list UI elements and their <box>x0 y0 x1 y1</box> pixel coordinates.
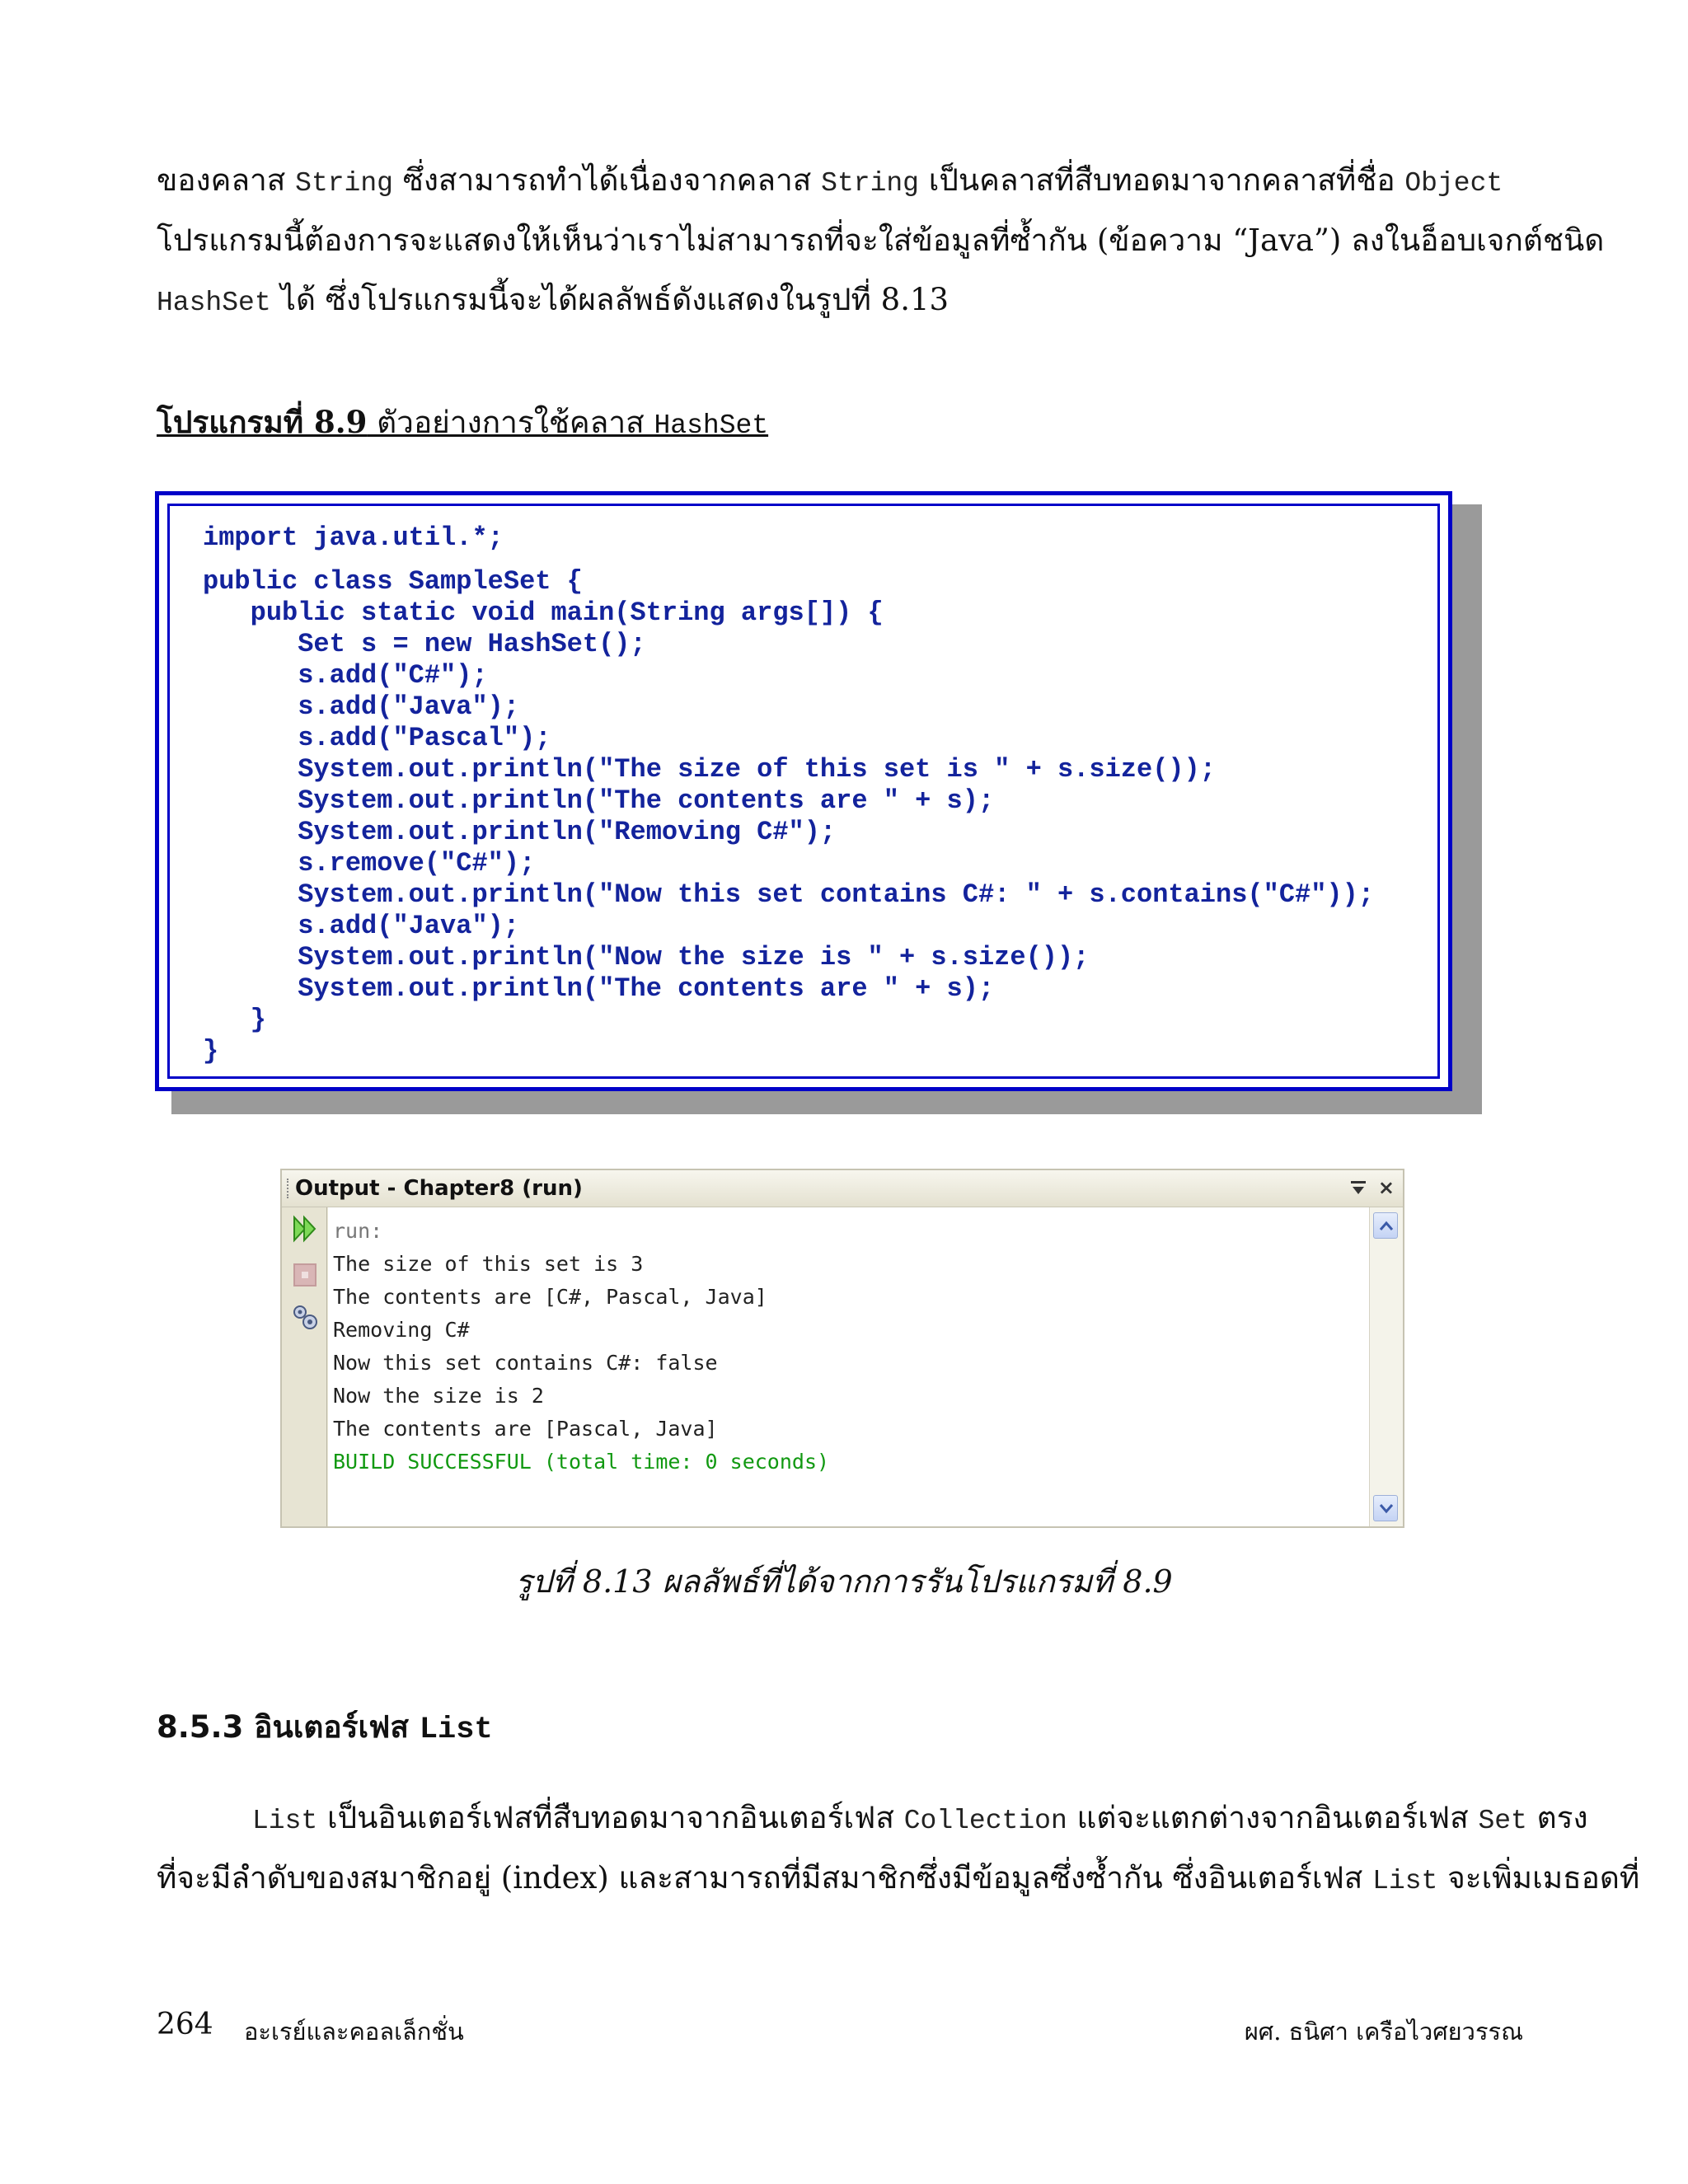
section-number: 8.5.3 <box>157 1709 244 1745</box>
stop-icon[interactable] <box>293 1263 316 1286</box>
code-line: s.add("C#"); <box>203 660 488 691</box>
text-run: เป็นอินเตอร์เฟสที่สืบทอดมาจากอินเตอร์เฟส <box>317 1800 904 1835</box>
inline-code: String <box>821 168 919 199</box>
scroll-down-button[interactable] <box>1373 1495 1398 1521</box>
code-line: System.out.println("The size of this set is " + s.size()); <box>203 754 1216 785</box>
inline-code: Set <box>1478 1806 1527 1836</box>
output-toolbar <box>282 1207 327 1526</box>
output-line: The contents are [C#, Pascal, Java] <box>333 1285 767 1309</box>
inline-code: Collection <box>903 1806 1067 1836</box>
code-line: Set s = new HashSet(); <box>203 629 646 659</box>
inline-code: String <box>295 168 393 199</box>
code-listing <box>155 491 1452 1091</box>
rerun-icon[interactable] <box>290 1214 320 1244</box>
figure-caption: รูปที่ 8.13 ผลลัพธ์ที่ได้จากการรันโปรแกรมที่ 8.9 <box>515 1563 1173 1600</box>
code-line: } <box>203 1036 219 1066</box>
close-icon[interactable]: × <box>1377 1176 1395 1199</box>
chevron-down-icon <box>1379 1502 1394 1514</box>
section-keyword: List <box>419 1713 493 1747</box>
inline-code: List <box>1372 1866 1438 1896</box>
intro-line-2: โปรแกรมนี้ต้องการจะแสดงให้เห็นว่าเราไม่สามารถที่จะใส่ข้อมูลที่ซ้ำกัน (ข้อความ “Java”) ลงในอ็อบเจกต์ชนิด <box>157 223 1605 258</box>
program-label: โปรแกรมที่ 8.9 <box>157 404 368 440</box>
footer-book-title: อะเรย์และคอลเล็กชั่น <box>244 2018 464 2046</box>
page-number: 264 <box>157 2008 213 2041</box>
body-line-2 <box>157 1860 1639 1898</box>
code-line: s.remove("C#"); <box>203 848 536 879</box>
output-line: The contents are [Pascal, Java] <box>333 1417 718 1441</box>
text-run: ของคลาส <box>157 162 296 198</box>
code-line: } <box>203 1005 266 1035</box>
settings-icon[interactable] <box>290 1302 320 1332</box>
output-line: Now this set contains C#: false <box>333 1351 718 1375</box>
text-run: ได้ ซึ่งโปรแกรมนี้จะได้ผลลัพธ์ดังแสดงในรูปที่ 8.13 <box>270 282 950 317</box>
inline-code: List <box>252 1806 318 1836</box>
code-line: public static void main(String args[]) { <box>203 598 884 628</box>
code-blank-gap <box>203 554 1374 566</box>
output-titlebar <box>282 1170 1403 1207</box>
intro-line-3 <box>157 282 949 320</box>
section-heading <box>157 1703 493 1751</box>
text-run: ตรง <box>1526 1800 1588 1835</box>
body-line-1 <box>252 1800 1588 1838</box>
code-line: System.out.println("Removing C#"); <box>203 817 837 847</box>
output-line: The size of this set is 3 <box>333 1252 644 1276</box>
text-run: เป็นคลาสที่สืบทอดมาจากคลาสที่ชื่อ <box>918 162 1405 198</box>
code-line: public class SampleSet { <box>203 566 583 597</box>
footer-author: ผศ. ธนิศา เครือไวศยวรรณ <box>1244 2018 1523 2046</box>
program-heading <box>157 398 768 447</box>
section-title: อินเตอร์เฟส <box>243 1709 420 1745</box>
code-line: s.add("Pascal"); <box>203 723 551 753</box>
text-run: ซึ่งสามารถทำได้เนื่องจากคลาส <box>392 162 822 198</box>
output-console[interactable] <box>328 1207 1370 1526</box>
inline-code: Object <box>1404 168 1503 199</box>
program-class-name: HashSet <box>654 410 769 441</box>
scroll-up-button[interactable] <box>1373 1212 1398 1239</box>
code-line: System.out.println("The contents are " + s); <box>203 973 995 1004</box>
text-run: จะเพิ่มเมธอดที่ <box>1437 1860 1640 1896</box>
drag-grip-icon[interactable] <box>287 1179 292 1198</box>
code-line: s.add("Java"); <box>203 691 520 722</box>
code-lines <box>203 523 1374 1067</box>
output-line: run: <box>333 1219 383 1243</box>
vertical-scrollbar[interactable] <box>1369 1207 1403 1526</box>
chevron-up-icon <box>1379 1220 1394 1231</box>
code-line: s.add("Java"); <box>203 911 520 941</box>
output-line: Now the size is 2 <box>333 1384 544 1408</box>
code-line: System.out.println("The contents are " + s); <box>203 785 995 816</box>
output-line: BUILD SUCCESSFUL (total time: 0 seconds) <box>333 1450 830 1474</box>
code-line: System.out.println("Now the size is " + s.size()); <box>203 942 1090 972</box>
text-run: ที่จะมีลำดับของสมาชิกอยู่ (index) และสามารถที่มีสมาชิกซึ่งมีข้อมูลซึ่งซ้ำกัน ซึ่งอินเตอร์เฟส <box>157 1860 1373 1896</box>
code-line: import java.util.*; <box>203 523 504 553</box>
output-line: Removing C# <box>333 1318 470 1342</box>
intro-line-1 <box>157 162 1503 200</box>
program-title: ตัวอย่างการใช้คลาส <box>367 405 654 440</box>
minimize-window-icon[interactable] <box>1348 1178 1368 1199</box>
inline-code: HashSet <box>157 288 271 318</box>
output-window <box>280 1169 1404 1528</box>
text-run: แต่จะแตกต่างจากอินเตอร์เฟส <box>1067 1800 1479 1835</box>
output-window-title: Output - Chapter8 (run) <box>295 1176 583 1201</box>
code-listing-inner-border <box>167 504 1440 1079</box>
code-line: System.out.println("Now this set contains C#: " + s.contains("C#")); <box>203 879 1375 910</box>
